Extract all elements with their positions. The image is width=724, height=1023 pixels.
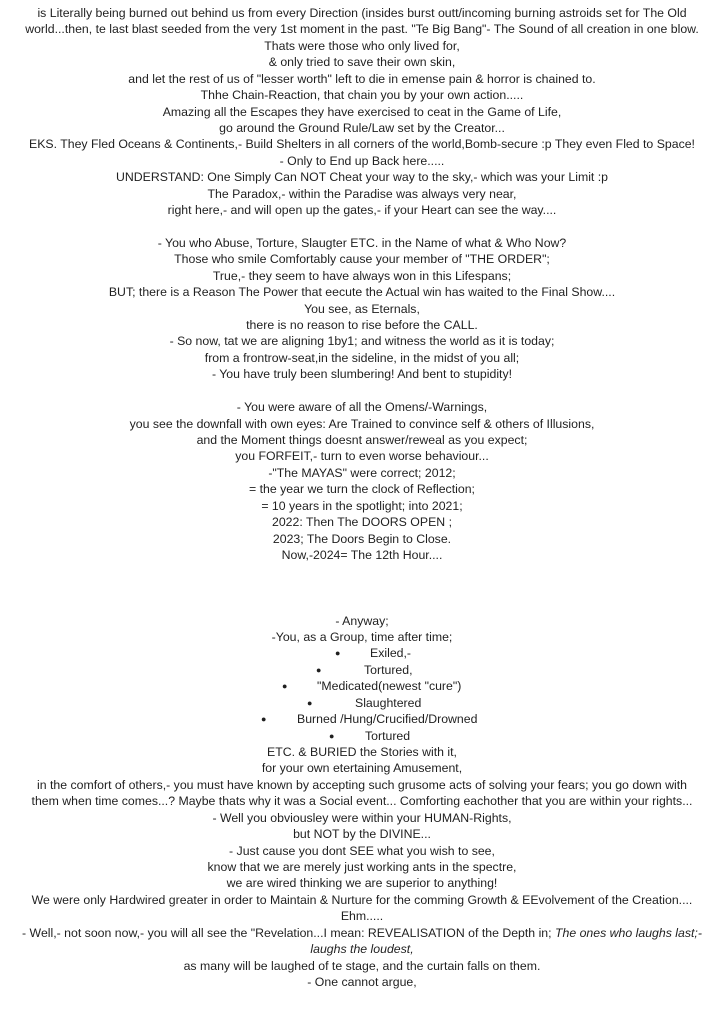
text-line: You see, as Eternals, — [304, 301, 420, 316]
text-line: them when time comes...? Maybe thats why it was a Social event... Comforting eachother that you are within your rights... — [31, 794, 693, 809]
paragraph-spacer — [0, 383, 724, 399]
bullet-icon: ● — [316, 664, 322, 675]
paragraph-1 — [0, 5, 724, 218]
revelation-italic-text: laughs the loudest, — [310, 942, 414, 957]
text-line: - You who Abuse, Torture, Slaugter ETC. in the Name of what & Who Now? — [157, 235, 567, 250]
list-item-text: Tortured — [365, 728, 411, 743]
revelation-line — [0, 925, 724, 941]
list-item-text: Slaughtered — [355, 695, 422, 710]
text-line: & only tried to save their own skin, — [268, 55, 456, 70]
text-line: know that we are merely just working ants in the spectre, — [207, 859, 517, 874]
text-line: Thhe Chain-Reaction, that chain you by your own action..... — [200, 88, 524, 103]
text-line: UNDERSTAND: One Simply Can NOT Cheat your way to the sky,- which was your Limit :p — [115, 170, 609, 185]
list-item-text: Exiled,- — [370, 646, 412, 661]
text-line: ETC. & BURIED the Stories with it, — [267, 745, 457, 760]
text-line: in the comfort of others,- you must have known by accepting such grusome acts of solving your fears; you go down with — [36, 777, 687, 792]
text-line: there is no reason to rise before the CALL. — [246, 318, 478, 333]
text-line: for your own etertaining Amusement, — [261, 761, 463, 776]
revelation-italic-text: The ones who laughs last;- — [554, 925, 702, 940]
text-line: you FORFEIT,- turn to even worse behaviour... — [235, 449, 489, 464]
list-item-text: "Medicated(newest "cure") — [317, 679, 462, 694]
text-line: -"The MAYAS" were correct; 2012; — [268, 465, 456, 480]
list-item — [0, 728, 724, 744]
text-line: Amazing all the Escapes they have exercised to ceat in the Game of Life, — [162, 104, 562, 119]
bullet-list — [0, 645, 724, 744]
text-line: Those who smile Comfortably cause your member of "THE ORDER"; — [174, 252, 550, 267]
paragraph-spacer — [0, 563, 724, 612]
list-item — [0, 678, 724, 694]
text-line: world...then, te last blast seeded from the very 1st moment in the past. "Te Big Bang"- The Sound of all creation in one blow. — [25, 22, 699, 37]
text-line: right here,- and will open up the gates,- if your Heart can see the way.... — [167, 203, 557, 218]
list-item-text: Tortured, — [364, 662, 413, 677]
text-line: -You, as a Group, time after time; — [271, 630, 453, 645]
revelation-continued — [0, 941, 724, 957]
revelation-text: - Well,- not soon now,- you will all see the "Revelation...I mean: REVEALISATION of the Depth in; — [22, 925, 555, 940]
text-line: and the Moment things doesnt answer/reweal as you expect; — [196, 432, 528, 447]
text-line: go around the Ground Rule/Law set by the Creator... — [219, 120, 505, 135]
bullet-icon: ● — [307, 697, 313, 708]
bullet-icon: ● — [335, 648, 341, 659]
text-line: from a frontrow-seat,in the sideline, in the midst of you all; — [204, 350, 520, 365]
text-line: - Anyway; — [335, 613, 389, 628]
text-line: Now,-2024= The 12th Hour.... — [281, 547, 443, 562]
text-line: - So now, tat we are aligning 1by1; and witness the world as it is today; — [169, 334, 555, 349]
text-line: - Only to End up Back here..... — [279, 153, 445, 168]
text-line: you see the downfall with own eyes: Are Trained to convince self & others of Illusions, — [129, 416, 595, 431]
text-line: We were only Hardwired greater in order to Maintain & Nurture for the comming Growth & EEvolvement of the Creation.... — [31, 892, 693, 907]
bullet-icon: ● — [329, 730, 335, 741]
text-line: is Literally being burned out behind us from every Direction (insides burst outt/incoming burning astroids set for The Old — [37, 6, 687, 20]
text-line: = the year we turn the clock of Reflection; — [249, 482, 475, 497]
list-item — [0, 711, 724, 727]
paragraph-4 — [0, 613, 724, 991]
text-line: - You were aware of all the Omens/-Warnings, — [236, 400, 488, 415]
text-line: - Well you obviousley were within your HUMAN-Rights, — [212, 810, 512, 825]
text-line: Thats were those who only lived for, — [264, 38, 460, 53]
bullet-icon: ● — [282, 681, 288, 692]
paragraph-spacer — [0, 218, 724, 234]
paragraph-3 — [0, 399, 724, 563]
list-item-text: Burned /Hung/Crucified/Drowned — [297, 712, 478, 727]
paragraph-2 — [0, 235, 724, 383]
text-line: True,- they seem to have always won in this Lifespans; — [212, 268, 512, 283]
text-line: 2022: Then The DOORS OPEN ; — [272, 515, 452, 530]
list-item — [0, 695, 724, 711]
text-line: but NOT by the DIVINE... — [293, 827, 431, 842]
text-line: - One cannot argue, — [307, 974, 417, 989]
text-line: The Paradox,- within the Paradise was always very near, — [207, 186, 517, 201]
list-item — [0, 645, 724, 661]
text-line: and let the rest of us of "lesser worth" left to die in emense pain & horror is chained to. — [128, 71, 596, 86]
text-line: we are wired thinking we are superior to anything! — [226, 876, 498, 891]
list-item — [0, 662, 724, 678]
text-line: EKS. They Fled Oceans & Continents,- Build Shelters in all corners of the world,Bomb-secure :p They even Fled to Space! — [29, 137, 695, 152]
text-line: as many will be laughed of te stage, and the curtain falls on them. — [183, 958, 541, 973]
bullet-icon: ● — [261, 714, 267, 725]
text-line: - Just cause you dont SEE what you wish to see, — [229, 843, 495, 858]
text-line: Ehm..... — [340, 909, 384, 924]
text-line: 2023; The Doors Begin to Close. — [272, 531, 452, 546]
text-line: = 10 years in the spotlight; into 2021; — [261, 498, 463, 513]
text-line: - You have truly been slumbering! And bent to stupidity! — [211, 367, 513, 382]
text-line: BUT; there is a Reason The Power that eecute the Actual win has waited to the Final Show.... — [108, 285, 616, 300]
